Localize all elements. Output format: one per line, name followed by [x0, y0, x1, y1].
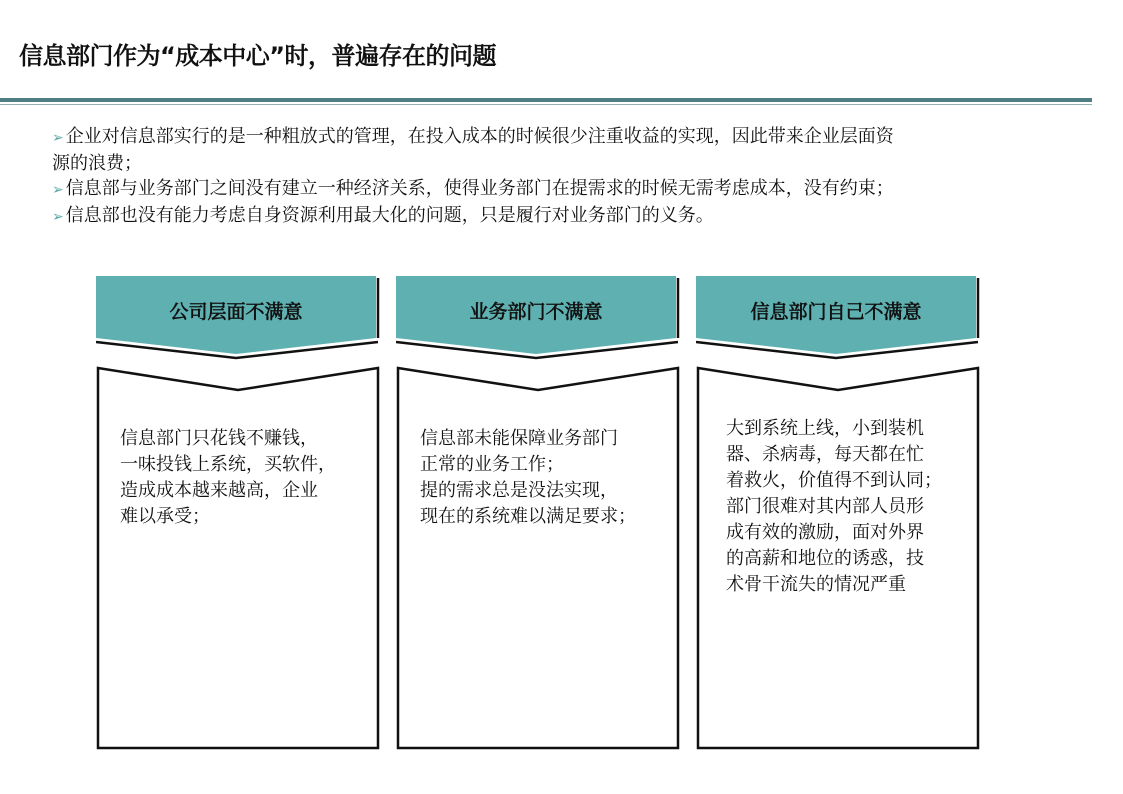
column-body-text — [420, 426, 636, 530]
body-line: 成有效的激励，面对外界 — [726, 522, 924, 543]
bullet-list — [52, 124, 1062, 230]
column-header-business — [396, 276, 680, 364]
arrow-bullet-icon: ➢ — [52, 130, 64, 146]
column-body-frame — [96, 364, 380, 750]
body-line: 一味投钱上系统，买软件， — [120, 454, 336, 475]
body-line: 术骨干流失的情况严重 — [726, 574, 906, 595]
body-line: 难以承受； — [120, 506, 210, 527]
column-body-it — [696, 364, 980, 750]
column-body-text — [726, 416, 942, 598]
column-header-label: 业务部门不满意 — [469, 301, 603, 323]
column-body-text — [120, 426, 336, 530]
bullet-text-continued: 源的浪费； — [52, 153, 142, 174]
bullet-item — [52, 124, 1062, 176]
body-line: 造成成本越来越高，企业 — [120, 480, 318, 501]
column-header-company — [96, 276, 380, 364]
column-header-it — [696, 276, 980, 364]
page-title: 信息部门作为“成本中心”时，普遍存在的问题 — [19, 42, 497, 70]
body-line: 的高薪和地位的诱惑，技 — [726, 548, 924, 569]
column-body-frame — [396, 364, 680, 750]
column-body-company — [96, 364, 380, 750]
arrow-bullet-icon: ➢ — [52, 182, 64, 198]
title-divider-thin — [0, 104, 1092, 105]
body-line: 提的需求总是没法实现， — [420, 480, 618, 501]
column-header-label: 信息部门自己不满意 — [750, 301, 922, 323]
column-body-business — [396, 364, 680, 750]
body-line: 正常的业务工作； — [420, 454, 564, 475]
bullet-text: 信息部也没有能力考虑自身资源利用最大化的问题，只是履行对业务部门的义务。 — [65, 205, 714, 226]
bullet-item — [52, 203, 1062, 230]
column-header-label: 公司层面不满意 — [169, 301, 303, 323]
body-line: 信息部未能保障业务部门 — [420, 428, 618, 449]
arrow-bullet-icon: ➢ — [52, 209, 64, 225]
bullet-text: 企业对信息部实行的是一种粗放式的管理，在投入成本的时候很少注重收益的实现，因此带来企业层面资 — [65, 126, 894, 147]
bullet-text: 信息部与业务部门之间没有建立一种经济关系，使得业务部门在提需求的时候无需考虑成本，没有约束； — [65, 178, 894, 199]
body-line: 现在的系统难以满足要求； — [420, 506, 636, 527]
body-line: 着救火，价值得不到认同； — [726, 470, 942, 491]
body-line: 器、杀病毒，每天都在忙 — [726, 444, 924, 465]
body-line: 信息部门只花钱不赚钱， — [120, 428, 318, 449]
body-line: 部门很难对其内部人员形 — [726, 496, 924, 517]
title-divider — [0, 98, 1092, 102]
bullet-item — [52, 176, 1062, 203]
body-line: 大到系统上线，小到装机 — [726, 418, 924, 439]
